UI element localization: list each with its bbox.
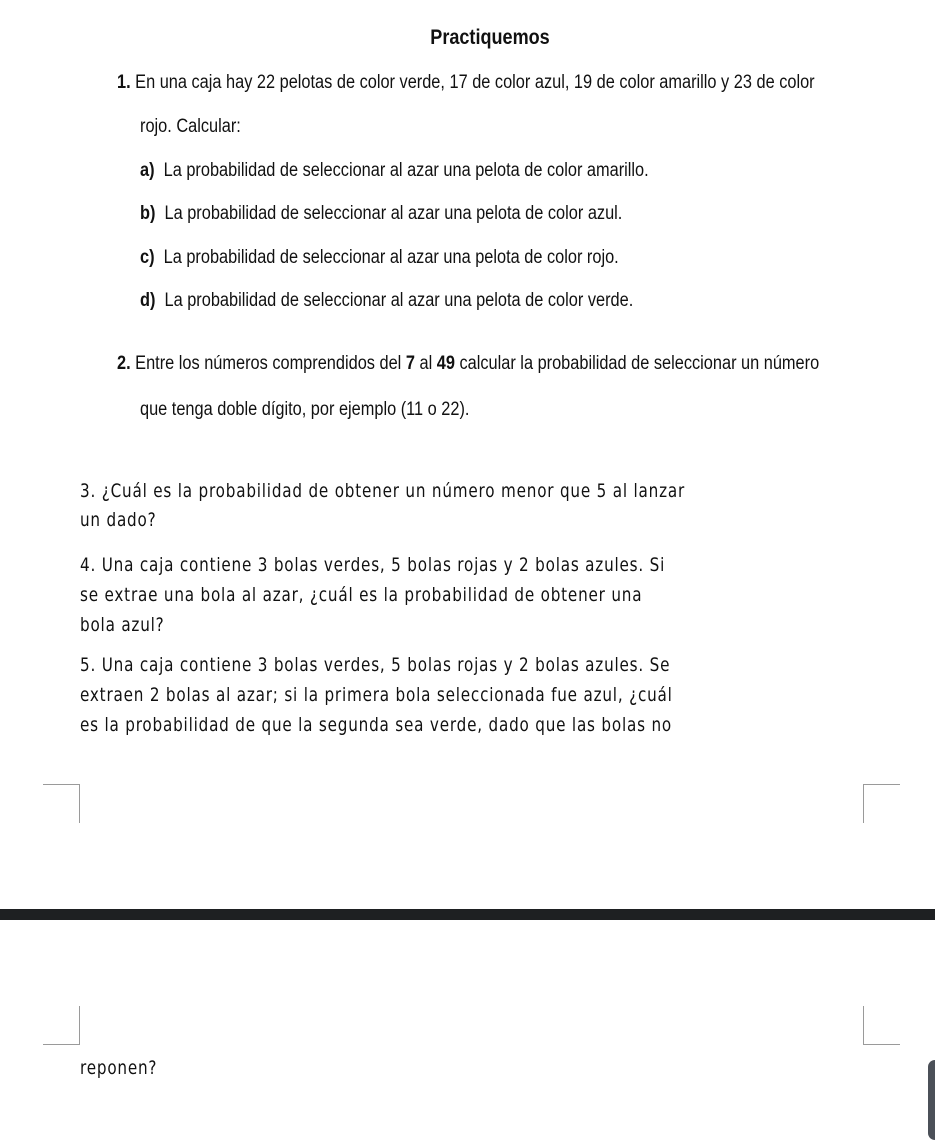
number-bold: 7 <box>405 353 415 374</box>
question-2-line-1 <box>117 353 819 375</box>
question-4-line-1: 4. Una caja contiene 3 bolas verdes, 5 bolas rojas y 2 bolas azules. Si <box>80 554 666 576</box>
question-1-line-2: rojo. Calcular: <box>140 116 241 137</box>
question-text: Entre los números comprendidos del <box>135 353 406 374</box>
item-a <box>140 160 649 182</box>
item-label: a) <box>140 160 155 181</box>
item-d <box>140 290 633 312</box>
question-4-line-2: se extrae una bola al azar, ¿cuál es la probabilidad de obtener una <box>80 584 643 606</box>
item-c <box>140 247 619 269</box>
page-break-divider <box>0 909 935 920</box>
page-corner-mark-bottom-right <box>863 1006 900 1045</box>
question-5-continued: reponen? <box>80 1057 158 1079</box>
question-1-line-1 <box>117 72 815 94</box>
page-corner-mark-top-left <box>43 784 80 823</box>
item-b <box>140 203 622 225</box>
question-3-line-1: 3. ¿Cuál es la probabilidad de obtener un número menor que 5 al lanzar <box>80 480 686 502</box>
question-2-line-2: que tenga doble dígito, por ejemplo (11 o 22). <box>140 399 470 420</box>
scrollbar-handle[interactable] <box>928 1060 935 1140</box>
page-title: Practiquemos <box>430 26 550 49</box>
item-text: La probabilidad de seleccionar al azar una pelota de color azul. <box>164 203 623 224</box>
question-4-line-3: bola azul? <box>80 614 165 636</box>
number-bold: 49 <box>436 353 455 374</box>
question-3-line-2: un dado? <box>80 509 157 531</box>
question-5-line-3: es la probabilidad de que la segunda sea verde, dado que las bolas no <box>80 714 672 736</box>
item-text: La probabilidad de seleccionar al azar una pelota de color verde. <box>164 290 634 311</box>
item-label: c) <box>140 247 155 268</box>
question-text: calcular la probabilidad de seleccionar un número <box>454 353 820 374</box>
question-text: al <box>414 353 437 374</box>
page-corner-mark-top-right <box>863 784 900 823</box>
item-label: b) <box>140 203 156 224</box>
item-text: La probabilidad de seleccionar al azar una pelota de color rojo. <box>163 247 619 268</box>
question-5-line-1: 5. Una caja contiene 3 bolas verdes, 5 bolas rojas y 2 bolas azules. Se <box>80 654 671 676</box>
item-label: d) <box>140 290 156 311</box>
page-corner-mark-bottom-left <box>43 1006 80 1045</box>
question-number: 2. <box>117 353 131 374</box>
question-5-line-2: extraen 2 bolas al azar; si la primera bola seleccionada fue azul, ¿cuál <box>80 684 673 706</box>
question-number: 1. <box>117 72 131 93</box>
question-text: En una caja hay 22 pelotas de color verde, 17 de color azul, 19 de color amarillo y 23 de color <box>135 72 815 93</box>
item-text: La probabilidad de seleccionar al azar una pelota de color amarillo. <box>163 160 649 181</box>
